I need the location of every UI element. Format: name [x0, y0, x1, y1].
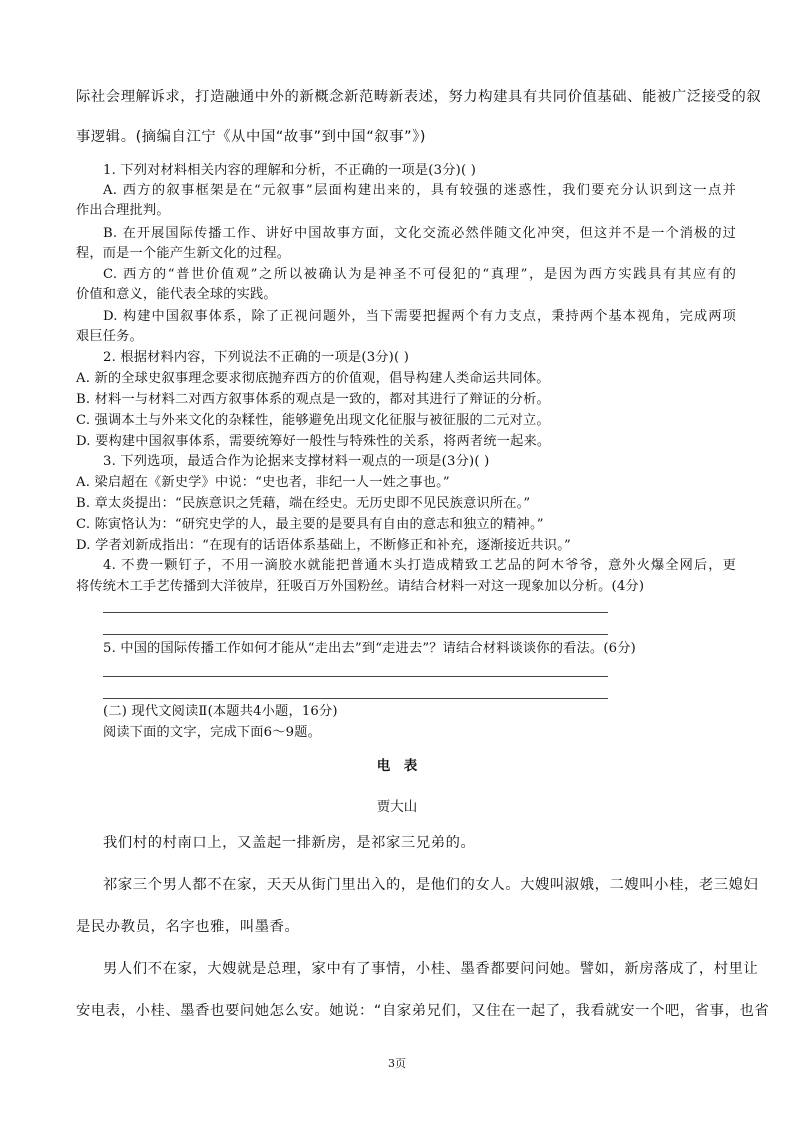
section-heading: (二) 现代文阅读Ⅱ(本题共4小题，16分) — [103, 704, 338, 719]
question-1-stem: 1. 下列对材料相关内容的理解和分析，不正确的一项是(3分)( ) — [103, 163, 477, 178]
story-title: 电 表 — [376, 758, 418, 774]
question-1-option-c-cont: 价值和意义，能代表全球的实践。 — [76, 287, 277, 302]
story-paragraph-cont: 安电表，小桂、墨香也要问她怎么安。她说：“自家弟兄们，又住在一起了，我看就安一个吧，省事，也省 — [76, 1003, 770, 1019]
question-1-option-b: B. 在开展国际传播工作、讲好中国故事方面，文化交流必然伴随文化冲突，但这并不是一个消极的过 — [103, 226, 736, 241]
question-2-option-d: D. 要构建中国叙事体系，需要统筹好一般性与特殊性的关系，将两者统一起来。 — [76, 434, 551, 449]
question-3-option-b: B. 章太炎提出：“民族意识之凭藉，端在经史。无历史即不见民族意识所在。” — [76, 496, 531, 511]
question-3-option-d: D. 学者刘新成指出：“在现有的话语体系基础上，不断修正和补充，逐渐接近共识。” — [76, 538, 571, 553]
question-2-option-c: C. 强调本土与外来文化的杂糅性，能够避免出现文化征服与被征服的二元对立。 — [76, 413, 550, 428]
passage-continuation-line: 际社会理解诉求，打造融通中外的新概念新范畴新表述，努力构建具有共同价值基础、能被广泛接受的叙 — [76, 89, 762, 105]
question-1-option-c: C. 西方的“普世价值观”之所以被确认为是神圣不可侵犯的“真理”，是因为西方实践具有其应有的 — [103, 267, 736, 282]
question-2-option-a: A. 新的全球史叙事理念要求彻底抛弃西方的价值观，倡导构建人类命运共同体。 — [76, 371, 550, 386]
answer-line — [103, 634, 608, 635]
question-5-stem: 5. 中国的国际传播工作如何才能从“走出去”到“走进去”？请结合材料谈谈你的看法。(6分) — [103, 641, 636, 656]
question-4-stem-cont: 将传统木工手艺传播到大洋彼岸，狂吸百万外国粉丝。请结合材料一对这一现象加以分析。(4分) — [76, 579, 645, 594]
story-paragraph: 我们村的村南口上，又盖起一排新房，是祁家三兄弟的。 — [103, 835, 476, 851]
question-2-option-b: B. 材料一与材料二对西方叙事体系的观点是一致的，都对其进行了辩证的分析。 — [76, 392, 550, 407]
question-1-option-d-cont: 艰巨任务。 — [76, 329, 143, 344]
question-3-stem: 3. 下列选项，最适合作为论据来支撑材料一观点的一项是(3分)( ) — [103, 454, 490, 469]
passage-source-line: 事逻辑。(摘编自江宁《从中国“故事”到中国“叙事”》) — [76, 129, 427, 145]
question-4-stem: 4. 不费一颗钉子，不用一滴胶水就能把普通木头打造成精致工艺品的阿木爷爷，意外火爆全网后，更 — [103, 558, 736, 573]
page-number: 3页 — [388, 1057, 406, 1070]
answer-line — [103, 676, 608, 677]
story-paragraph-cont: 是民办教员，名字也雅，叫墨香。 — [76, 919, 300, 935]
question-1-option-a: A. 西方的叙事框架是在“元叙事”层面构建出来的，具有较强的迷惑性，我们要充分认识到这一点并 — [103, 183, 736, 198]
answer-line — [103, 612, 608, 613]
story-paragraph: 男人们不在家，大嫂就是总理，家中有了事情，小桂、墨香都要问问她。譬如，新房落成了，村里让 — [103, 961, 759, 977]
answer-line — [103, 698, 608, 699]
question-3-option-a: A. 梁启超在《新史学》中说：“史也者，非纪一人一姓之事也。” — [76, 475, 450, 490]
question-1-option-b-cont: 程，而是一个能产生新文化的过程。 — [76, 246, 291, 261]
question-2-stem: 2. 根据材料内容，下列说法不正确的一项是(3分)( ) — [103, 350, 410, 365]
story-author: 贾大山 — [376, 799, 418, 815]
section-instruction: 阅读下面的文字，完成下面6～9题。 — [103, 725, 321, 740]
story-paragraph: 祁家三个男人都不在家，天天从街门里出入的，是他们的女人。大嫂叫淑娥，二嫂叫小桂，老三媳妇 — [103, 877, 759, 893]
question-1-option-a-cont: 作出合理批判。 — [76, 203, 170, 218]
question-3-option-c: C. 陈寅恪认为：“研究史学的人，最主要的是要具有自由的意志和独立的精神。” — [76, 517, 544, 532]
question-1-option-d: D. 构建中国叙事体系，除了正视问题外，当下需要把握两个有力支点，秉持两个基本视角，完成两项 — [103, 309, 736, 324]
